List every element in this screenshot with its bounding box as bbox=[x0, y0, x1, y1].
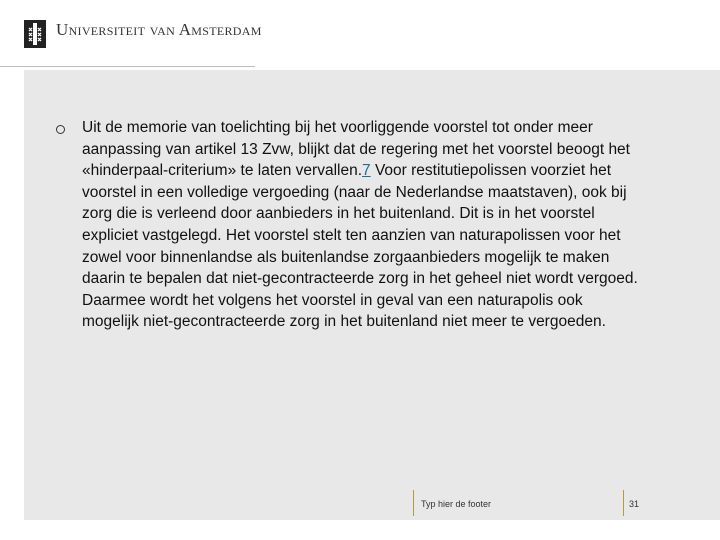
uva-crest-icon bbox=[24, 20, 46, 48]
footer-divider-left bbox=[413, 490, 414, 516]
footnote-link[interactable]: 7 bbox=[362, 162, 371, 180]
footer-divider-right bbox=[623, 490, 624, 516]
slide-header bbox=[0, 0, 720, 70]
body-text-part-1: Uit de memorie van toelichting bij het voorliggende voorstel tot onder meer aanpassing van artikel 13 Zvw, blijkt dat de regering met het voorstel beoogt het «hinderpaal-criterium» te laten vervallen. bbox=[82, 119, 630, 180]
page-number: 31 bbox=[629, 499, 640, 509]
university-name: Universiteit van Amsterdam bbox=[56, 20, 262, 39]
slide-body-text bbox=[82, 117, 642, 333]
hollow-circle-bullet-icon bbox=[56, 125, 65, 134]
body-text-part-2: Voor restitutiepolissen voorziet het voorstel in een volledige vergoeding (naar de Nederlandse maatstaven), ook bij zorg die is verleend door aanbieders in het buitenland. Dit is in het voorstel expliciet vastgelegd. Het voorstel stelt ten aanzien van naturapolissen voor het zowel voor binnenlandse als buitenlandse zorgaanbieders mogelijk te maken daarin te bepalen dat niet-gecontracteerde zorg in het geheel niet wordt vergoed. Daarmee wordt het volgens het voorstel in geval van een naturapolis ook mogelijk niet-gecontracteerde zorg in het buitenland niet meer te vergoeden. bbox=[82, 162, 638, 331]
footer-text: Typ hier de footer bbox=[421, 499, 492, 509]
header-divider bbox=[0, 66, 255, 67]
